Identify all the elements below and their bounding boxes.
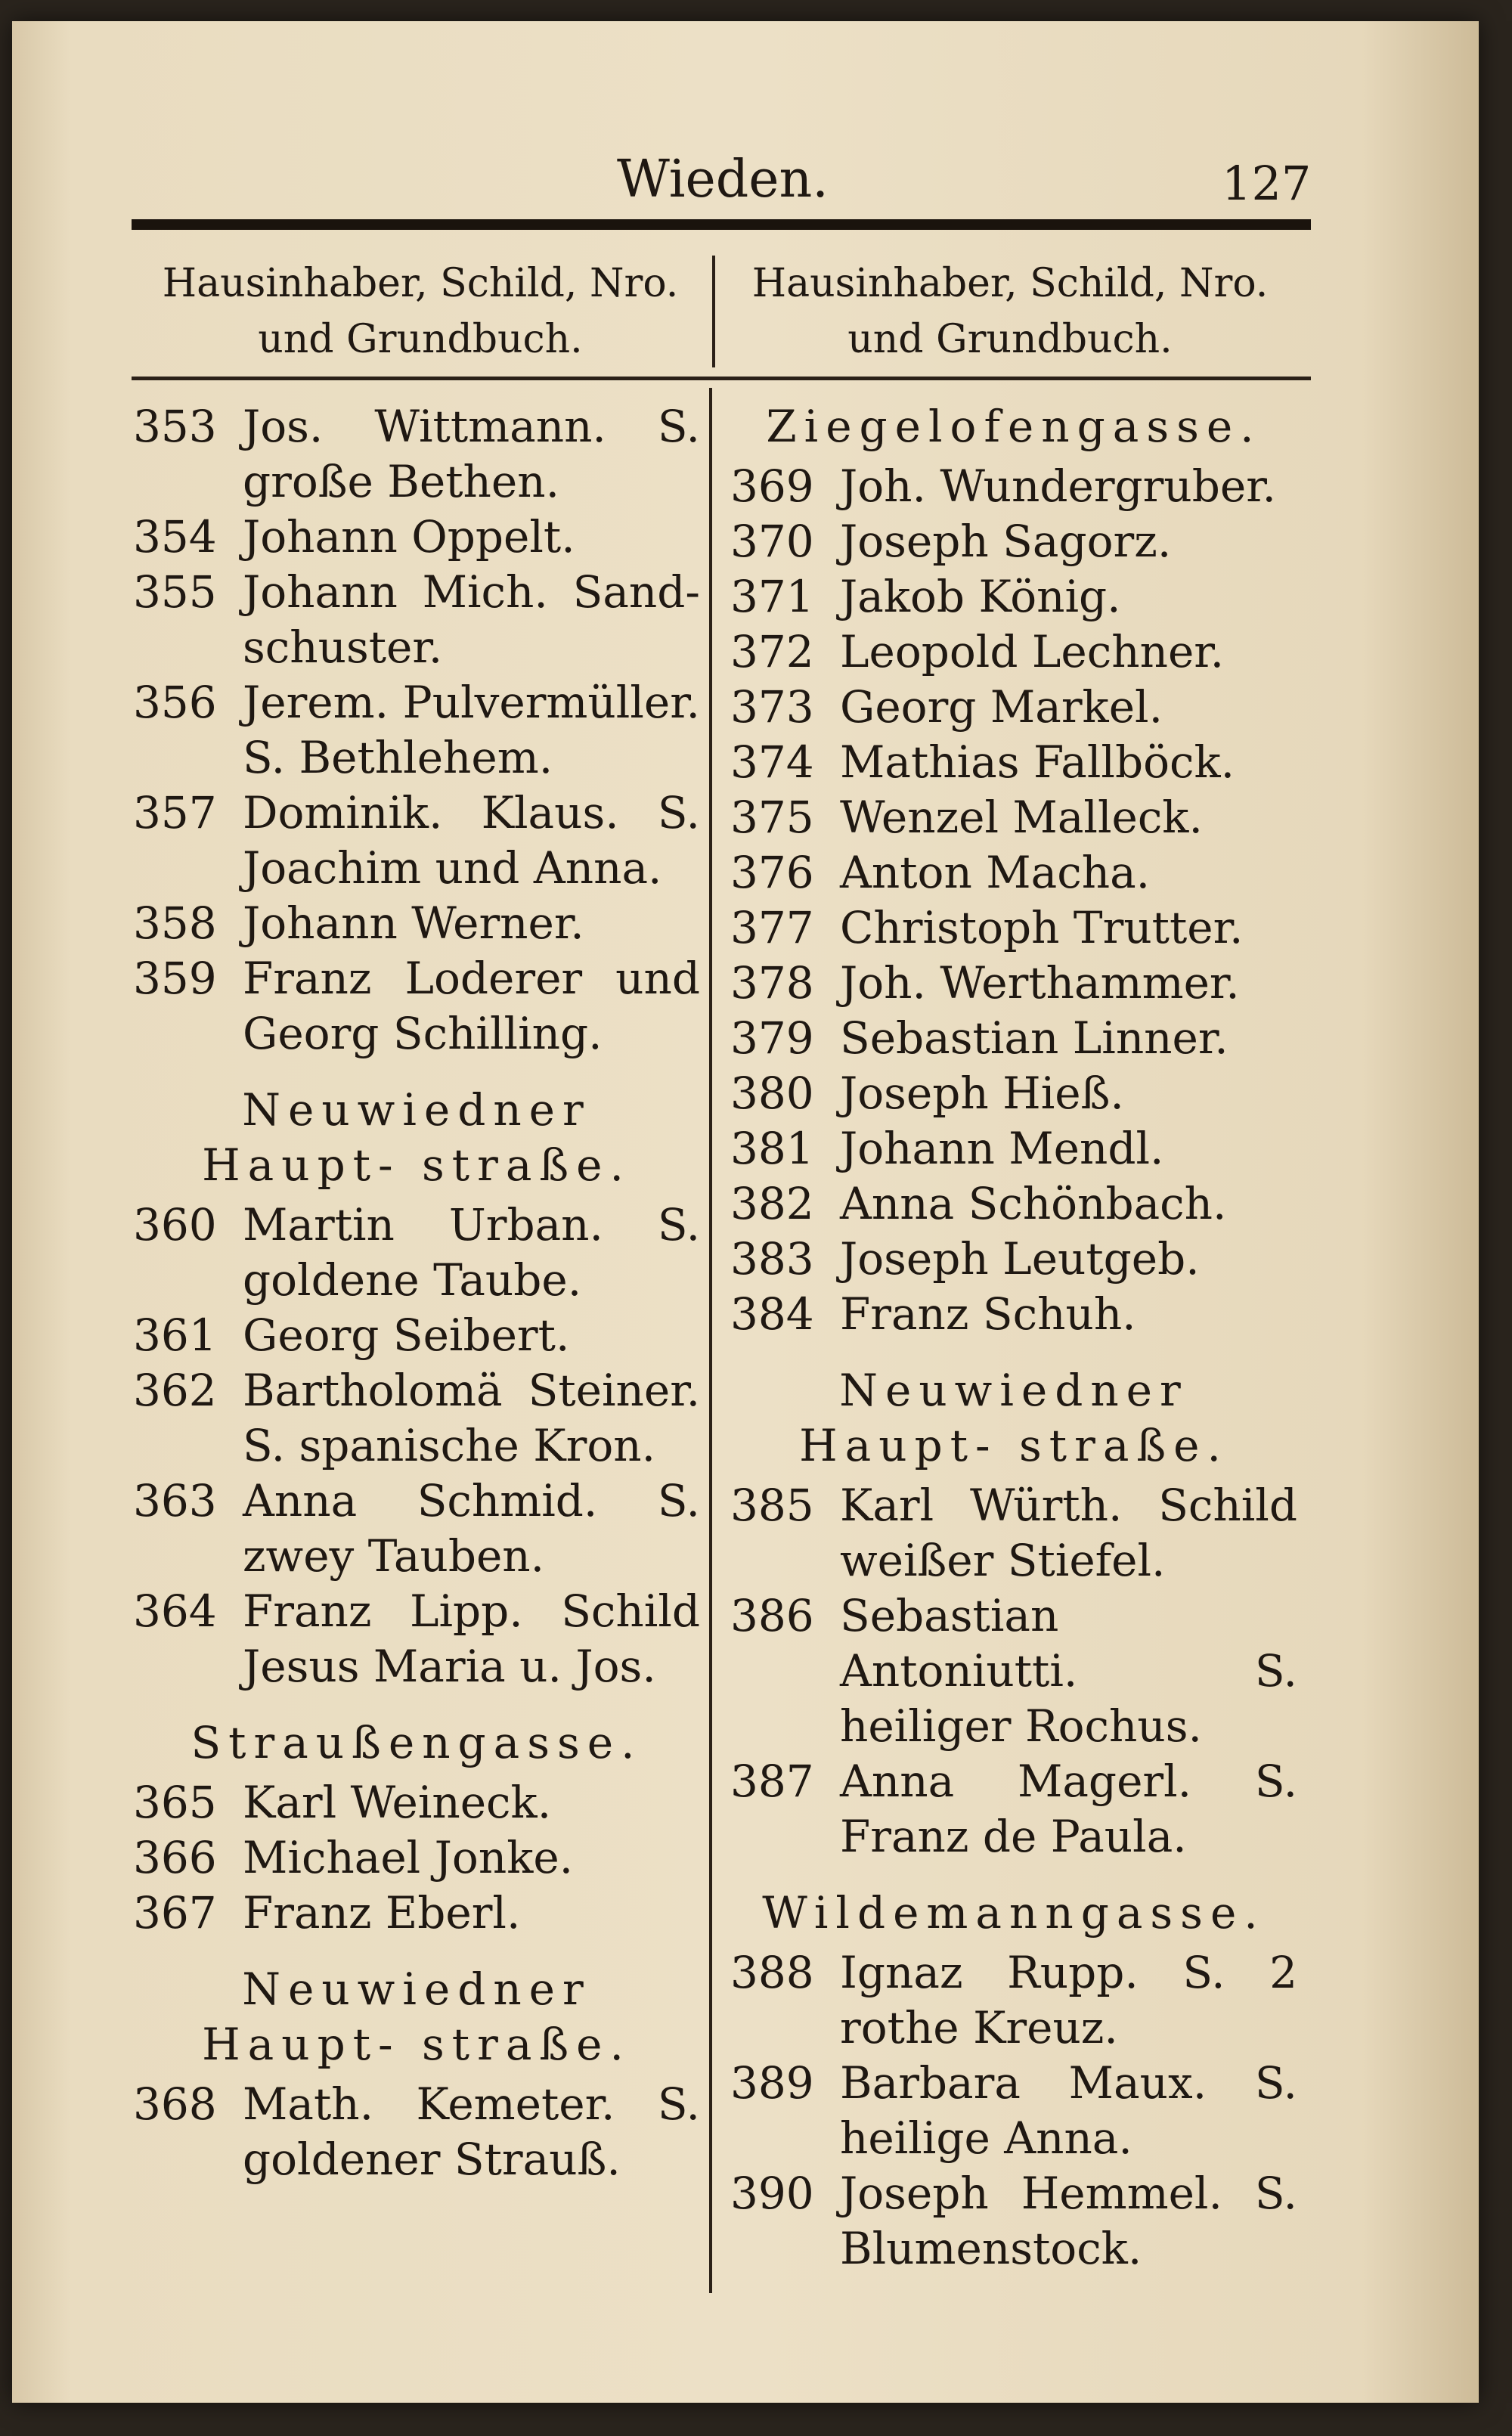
owner-text: Bartholomä Steiner. S. spanische Kron. bbox=[243, 1365, 700, 1471]
entry-list bbox=[133, 1775, 708, 1941]
house-number: 376 bbox=[730, 847, 814, 898]
street-heading: Neuwiedner Haupt- straße. bbox=[202, 1963, 631, 2070]
owner-text: Michael Jonke. bbox=[243, 1832, 574, 1883]
house-number: 382 bbox=[730, 1178, 814, 1229]
house-entry bbox=[133, 1198, 708, 1308]
owner-text: Georg Seibert. bbox=[243, 1309, 570, 1361]
owner-text: Franz Eberl. bbox=[243, 1887, 521, 1939]
house-number: 359 bbox=[133, 953, 217, 1004]
owner-text: Johann Werner. bbox=[243, 897, 584, 949]
owner-text: Jerem. Pulvermüller. S. Bethlehem. bbox=[243, 677, 700, 783]
heading-rule bbox=[132, 377, 1311, 380]
left-column bbox=[133, 399, 708, 2187]
entry-list bbox=[730, 1945, 1305, 2276]
house-entry bbox=[133, 1474, 708, 1584]
page-number: 127 bbox=[1222, 156, 1312, 211]
house-entry bbox=[730, 845, 1305, 900]
owner-text: Johann Mendl. bbox=[840, 1123, 1164, 1174]
house-entry bbox=[133, 675, 708, 786]
house-number: 388 bbox=[730, 1947, 814, 1998]
house-entry bbox=[730, 624, 1305, 680]
owner-text: Johann Oppelt. bbox=[243, 511, 575, 563]
column-heading-left: Hausinhaber, Schild, Nro. und Grundbuch. bbox=[162, 261, 679, 362]
entry-list bbox=[133, 2077, 708, 2187]
street-heading: Neuwiedner Haupt- straße. bbox=[202, 1084, 631, 1191]
street-heading: Straußengasse. bbox=[191, 1717, 643, 1768]
house-entry bbox=[133, 1775, 708, 1830]
house-entry bbox=[133, 565, 708, 675]
book-page bbox=[12, 21, 1479, 2403]
house-number: 353 bbox=[133, 401, 217, 452]
house-number: 377 bbox=[730, 902, 814, 953]
house-number: 380 bbox=[730, 1068, 814, 1119]
house-number: 373 bbox=[730, 681, 814, 733]
house-number: 390 bbox=[730, 2168, 814, 2219]
owner-text: Franz Schuh. bbox=[840, 1288, 1136, 1340]
house-number: 384 bbox=[730, 1288, 814, 1340]
owner-text: Wenzel Malleck. bbox=[840, 792, 1203, 843]
house-entry bbox=[730, 2166, 1305, 2276]
house-entry bbox=[730, 1232, 1305, 1287]
house-number: 374 bbox=[730, 736, 814, 788]
owner-text: Barbara Maux. S. heilige Anna. bbox=[840, 2057, 1297, 2164]
right-column bbox=[730, 399, 1305, 2276]
header-rule bbox=[132, 219, 1311, 230]
entry-list bbox=[730, 459, 1305, 1342]
house-entry bbox=[133, 896, 708, 951]
house-number: 356 bbox=[133, 677, 217, 728]
house-entry bbox=[730, 514, 1305, 569]
column-heading-right: Hausinhaber, Schild, Nro. und Grundbuch. bbox=[751, 261, 1269, 362]
house-entry bbox=[133, 951, 708, 1061]
house-number: 354 bbox=[133, 511, 217, 563]
house-number: 383 bbox=[730, 1233, 814, 1285]
house-entry bbox=[133, 786, 708, 896]
owner-text: Anna Schönbach. bbox=[840, 1178, 1227, 1229]
house-number: 386 bbox=[730, 1590, 814, 1641]
house-number: 375 bbox=[730, 792, 814, 843]
street-heading: Neuwiedner Haupt- straße. bbox=[799, 1365, 1228, 1471]
house-number: 361 bbox=[133, 1309, 217, 1361]
owner-text: Mathias Fallböck. bbox=[840, 736, 1235, 788]
street-heading: Wildemanngasse. bbox=[762, 1887, 1266, 1939]
heading-divider bbox=[712, 256, 715, 367]
house-entry bbox=[730, 1478, 1305, 1588]
owner-text: Johann Mich. Sand- schuster. bbox=[243, 566, 700, 673]
house-entry bbox=[730, 1011, 1305, 1066]
house-number: 372 bbox=[730, 626, 814, 677]
owner-text: Georg Markel. bbox=[840, 681, 1163, 733]
house-number: 369 bbox=[730, 460, 814, 512]
house-number: 358 bbox=[133, 897, 217, 949]
owner-text: Joseph Hemmel. S. Blumenstock. bbox=[840, 2168, 1297, 2274]
owner-text: Christoph Trutter. bbox=[840, 902, 1244, 953]
owner-text: Franz Lipp. Schild Jesus Maria u. Jos. bbox=[243, 1585, 700, 1692]
house-entry bbox=[730, 2056, 1305, 2166]
house-entry bbox=[730, 680, 1305, 735]
owner-text: Anton Macha. bbox=[840, 847, 1151, 898]
owner-text: Anna Magerl. S. Franz de Paula. bbox=[840, 1756, 1297, 1862]
owner-text: Ignaz Rupp. S. 2 rothe Kreuz. bbox=[840, 1947, 1297, 2053]
house-number: 366 bbox=[133, 1832, 217, 1883]
column-divider bbox=[709, 388, 712, 2293]
owner-text: Karl Weineck. bbox=[243, 1777, 552, 1828]
owner-text: Jakob König. bbox=[840, 571, 1121, 622]
entry-list bbox=[133, 1198, 708, 1694]
house-entry bbox=[133, 399, 708, 510]
house-number: 357 bbox=[133, 787, 217, 838]
house-entry bbox=[133, 1886, 708, 1941]
house-number: 378 bbox=[730, 957, 814, 1009]
owner-text: Sebastian Linner. bbox=[840, 1012, 1228, 1064]
owner-text: Franz Loderer und Georg Schilling. bbox=[243, 953, 700, 1059]
owner-text: Joseph Hieß. bbox=[840, 1068, 1124, 1119]
owner-text: Martin Urban. S. goldene Taube. bbox=[243, 1199, 700, 1306]
house-number: 389 bbox=[730, 2057, 814, 2109]
house-number: 371 bbox=[730, 571, 814, 622]
house-entry bbox=[133, 2077, 708, 2187]
house-entry bbox=[133, 1363, 708, 1474]
house-entry bbox=[133, 1830, 708, 1886]
owner-text: Jos. Wittmann. S. große Bethen. bbox=[243, 401, 700, 507]
house-number: 355 bbox=[133, 566, 217, 618]
owner-text: Math. Kemeter. S. goldener Strauß. bbox=[243, 2078, 700, 2185]
house-entry bbox=[730, 1287, 1305, 1342]
house-entry bbox=[730, 900, 1305, 956]
house-entry bbox=[133, 1584, 708, 1694]
house-entry bbox=[730, 790, 1305, 845]
house-entry bbox=[730, 1945, 1305, 2056]
owner-text: Joseph Leutgeb. bbox=[840, 1233, 1200, 1285]
owner-text: Karl Würth. Schild weißer Stiefel. bbox=[840, 1480, 1297, 1586]
house-number: 385 bbox=[730, 1480, 814, 1531]
house-entry bbox=[133, 1308, 708, 1363]
owner-text: Joseph Sagorz. bbox=[840, 516, 1172, 567]
house-number: 370 bbox=[730, 516, 814, 567]
house-entry bbox=[730, 1121, 1305, 1176]
entry-list bbox=[133, 399, 708, 1061]
owner-text: Leopold Lechner. bbox=[840, 626, 1225, 677]
house-number: 360 bbox=[133, 1199, 217, 1251]
house-entry bbox=[730, 956, 1305, 1011]
owner-text: Anna Schmid. S. zwey Tauben. bbox=[243, 1475, 700, 1582]
house-entry bbox=[730, 1754, 1305, 1864]
house-entry bbox=[730, 1588, 1305, 1754]
house-number: 381 bbox=[730, 1123, 814, 1174]
owner-text: Sebastian Antoniutti. S. heiliger Rochus. bbox=[840, 1590, 1297, 1752]
house-entry bbox=[730, 1066, 1305, 1121]
entry-list bbox=[730, 1478, 1305, 1864]
house-number: 364 bbox=[133, 1585, 217, 1637]
house-number: 379 bbox=[730, 1012, 814, 1064]
house-number: 387 bbox=[730, 1756, 814, 1807]
house-entry bbox=[730, 569, 1305, 624]
house-number: 368 bbox=[133, 2078, 217, 2130]
house-entry bbox=[730, 459, 1305, 514]
house-number: 365 bbox=[133, 1777, 217, 1828]
owner-text: Joh. Werthammer. bbox=[840, 957, 1240, 1009]
house-entry bbox=[730, 735, 1305, 790]
owner-text: Joh. Wundergruber. bbox=[840, 460, 1276, 512]
running-title: Wieden. bbox=[617, 150, 829, 209]
house-entry bbox=[730, 1176, 1305, 1232]
house-number: 362 bbox=[133, 1365, 217, 1416]
house-number: 363 bbox=[133, 1475, 217, 1526]
owner-text: Dominik. Klaus. S. Joachim und Anna. bbox=[243, 787, 700, 894]
page-header bbox=[12, 135, 1479, 218]
house-number: 367 bbox=[133, 1887, 217, 1939]
street-heading: Ziegelofengasse. bbox=[766, 401, 1262, 452]
house-entry bbox=[133, 510, 708, 565]
